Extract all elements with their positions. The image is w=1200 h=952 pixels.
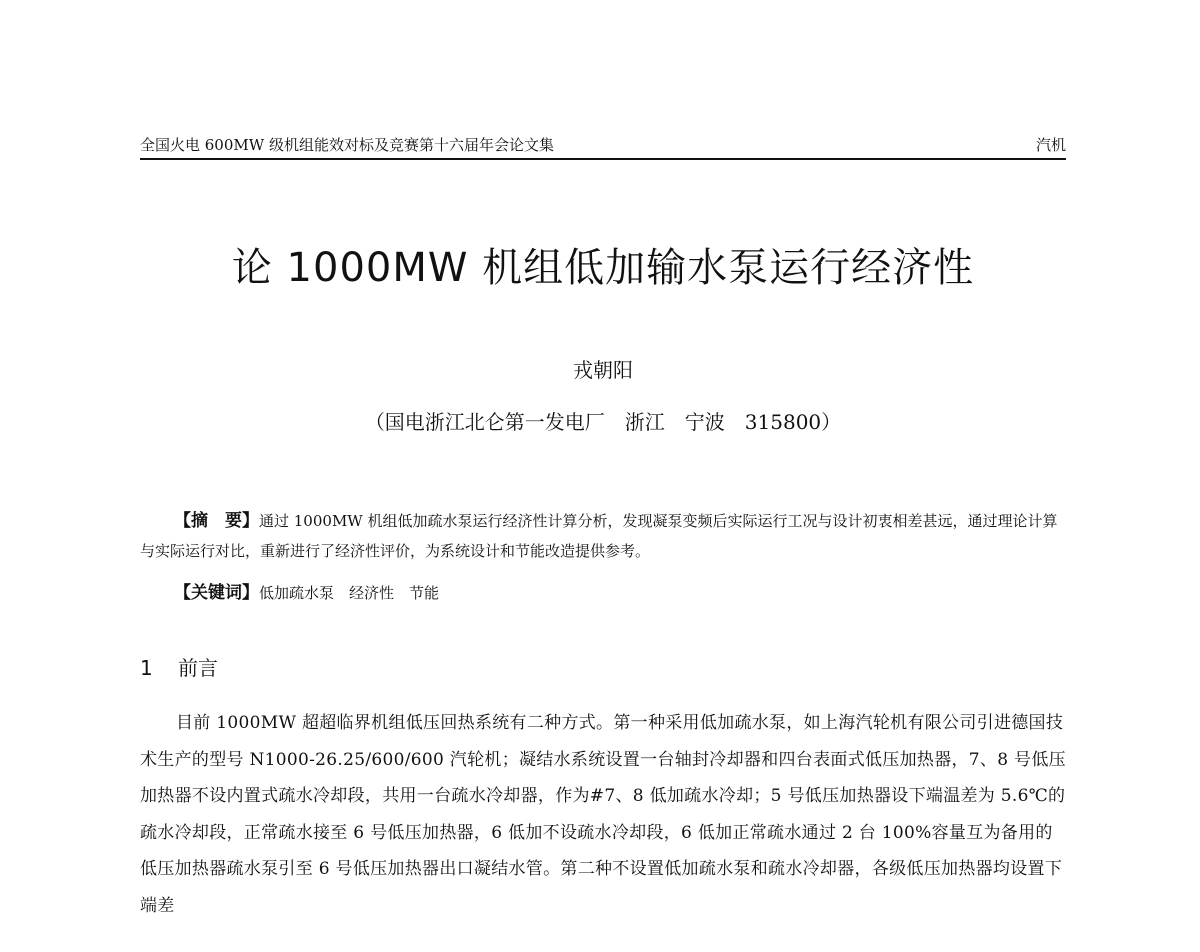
header-section-label: 汽机 <box>1035 136 1066 154</box>
author-affiliation: （国电浙江北仑第一发电厂 浙江 宁波 315800） <box>364 410 842 434</box>
section-heading <box>140 652 218 681</box>
paper-title: 论 1000MW 机组低加输水泵运行经济性 <box>231 245 975 291</box>
keywords <box>174 578 439 603</box>
body-paragraph: 目前 1000MW 超超临界机组低压回热系统有二种方式。第一种采用低加疏水泵，如上海汽轮机有限公司引进德国技术生产的型号 N1000-26.25/600/600 汽轮机；凝结水系统设置一台轴封冷却器和四台表面式低压加热器，7、8 号低压加热器不设内置式疏水冷却段，共用一台疏水冷却器，作为#7、8 低加疏水冷却；5 号低压加热器设下端温差为 5.6℃的疏水冷却段，正常疏水接至 6 号低压加热器，6 低加不设疏水冷却段，6 低加正常疏水通过 2 台 100%容量互为备用的低压加热器疏水泵引至 6 号低压加热器出口凝结水管。第二种不设置低加疏水泵和疏水冷却器，各级低压加热器均设置下端差 <box>140 713 1066 916</box>
keywords-label: 【关键词】 <box>174 583 259 603</box>
abstract-label: 【摘 要】 <box>174 511 259 531</box>
abstract-text: 通过 1000MW 机组低加疏水泵运行经济性计算分析，发现凝泵变频后实际运行工况与设计初衷相差甚远，通过理论计算与实际运行对比，重新进行了经济性评价，为系统设计和节能改造提供参考。 <box>140 512 1058 560</box>
keywords-text: 低加疏水泵 经济性 节能 <box>259 584 440 602</box>
section-number: 1 <box>140 656 153 680</box>
running-header <box>140 130 1066 160</box>
header-proceedings-title: 全国火电 600MW 级机组能效对标及竞赛第十六届年会论文集 <box>140 136 554 154</box>
abstract <box>140 506 1066 566</box>
section-title: 前言 <box>178 656 218 680</box>
author-name: 戎朝阳 <box>573 358 633 382</box>
